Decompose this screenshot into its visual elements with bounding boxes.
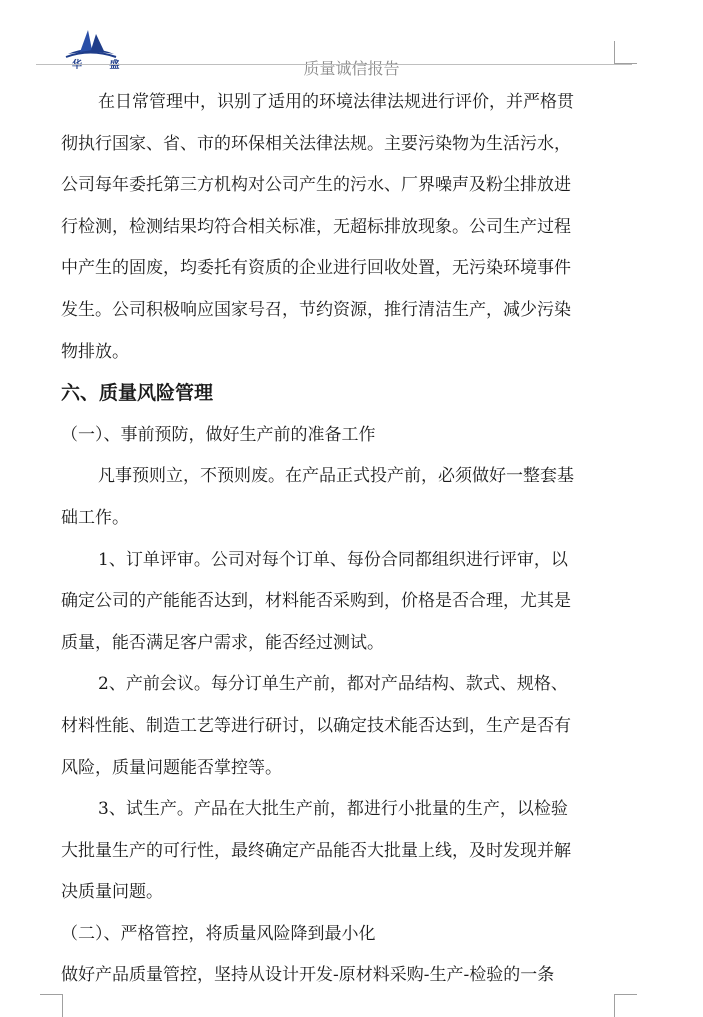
page-corner-mark — [614, 994, 637, 1017]
subsection-heading: （二）、严格管控，将质量风险降到最小化 — [61, 923, 376, 944]
logo-text: 华 盛 — [72, 60, 132, 71]
paragraph-preparation: 凡事预则立，不预则废。在产品正式投产前，必须做好一整套基 础工作。 — [61, 466, 574, 528]
paragraph-trial-production: 3、试生产。产品在大批生产前，都进行小批量的生产，以检验 大批量生产的可行性，最终确定产品能否大批量上线，及时发现并解 决质量问题。 — [61, 799, 571, 903]
paragraph-order-review: 1、订单评审。公司对每个订单、每份合同都组织进行评审，以 确定公司的产能能否达到，材料能否采购到，价格是否合理，尤其是 质量，能否满足客户需求，能否经过测试。 — [61, 549, 571, 653]
page-corner-mark — [40, 994, 63, 1017]
paragraph-quality-control: 做好产品质量管控，坚持从设计开发-原材料采购-生产-检验的一条 — [61, 965, 555, 986]
paragraph-environment: 在日常管理中，识别了适用的环境法律法规进行评价，并严格贯 彻执行国家、省、市的环保相关法律法规。主要污染物为生活污水， 公司每年委托第三方机构对公司产生的污水、厂界噪声及粉尘排放进 行检测，检测结果均符合相关标准，无超标排放现象。公司生产过程 中产生的固废，均委托有资质的企业进行回收处置，无污染环境事件 发生。公司积极响应国家号召，节约资源，推行清洁生产，减少污染 物排放。 — [61, 92, 574, 362]
section-heading: 六、质量风险管理 — [61, 382, 214, 405]
paragraph-preproduction-meeting: 2、产前会议。每分订单生产前，都对产品结构、款式、规格、 材料性能、制造工艺等进行研讨，以确定技术能否达到，生产是否有 风险，质量问题能否掌控等。 — [61, 674, 571, 778]
header-divider — [36, 64, 632, 65]
subsection-heading: （一）、事前预防，做好生产前的准备工作 — [61, 424, 376, 445]
page-header-title: 质量诚信报告 — [303, 59, 400, 78]
document-body — [61, 82, 617, 997]
